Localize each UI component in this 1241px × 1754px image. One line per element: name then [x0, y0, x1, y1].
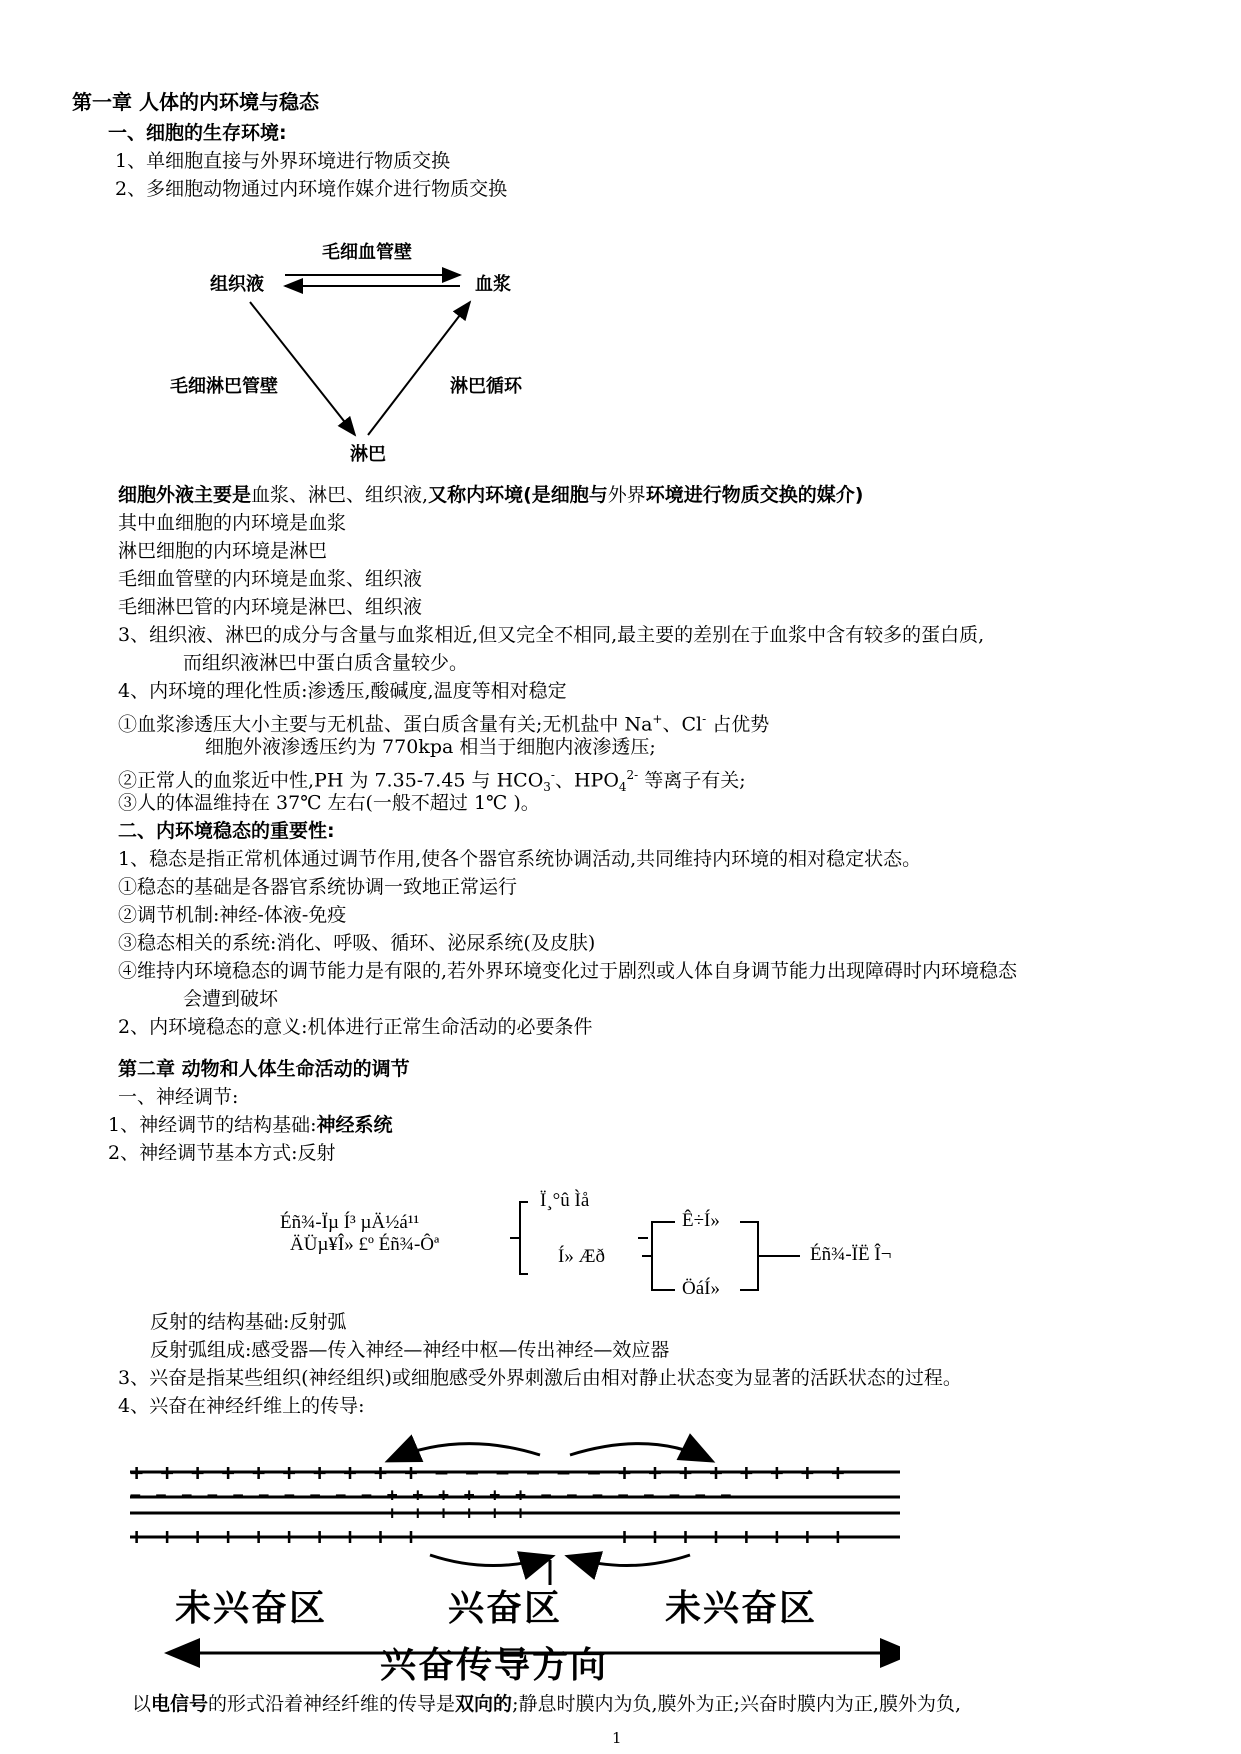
- p2c: 等离子有关;: [638, 769, 746, 792]
- p3: ③人的体温维持在 37℃ 左右(一般不超过 1℃ )。: [118, 792, 540, 814]
- charge-row-inner-top: − − − − − − − − − − + + + + + + − − − − − − − −: [130, 1485, 734, 1506]
- diagram-lymph-circulation: 淋巴循环: [450, 376, 522, 397]
- item2: 2、多细胞动物通过内环境作媒介进行物质交换: [115, 178, 508, 200]
- ch2-section1: 一、神经调节:: [118, 1086, 239, 1108]
- p1b: 、Cl: [662, 713, 703, 736]
- bracket-mid-shape: [652, 1222, 660, 1290]
- env2: 淋巴细胞的内环境是淋巴: [118, 540, 328, 562]
- p1: [118, 707, 769, 736]
- last-a: 以: [132, 1693, 152, 1715]
- p2-sub: 3: [543, 780, 551, 795]
- arrow-up-right: [368, 302, 470, 435]
- s2-d2: 会遭到破坏: [183, 988, 279, 1010]
- item3a: 3、组织液、淋巴的成分与含量与血浆相近,但又完全不相同,最主要的差别在于血浆中含有较多的蛋白质,: [118, 624, 985, 646]
- garbled-top: Ï¸°û Ìå: [540, 1190, 590, 1211]
- charge-row-outer-top: + + + + + + + + + + − − − − − − + + + + + + + +: [130, 1461, 847, 1486]
- chapter2-title: 第二章 动物和人体生命活动的调节: [118, 1058, 410, 1080]
- ecf-line: [118, 483, 863, 507]
- diagram-tissue-fluid: 组织液: [210, 274, 264, 295]
- env3: 毛细血管壁的内环境是血浆、组织液: [118, 568, 423, 590]
- current-arrow-bottom-right: [570, 1555, 690, 1566]
- item1: 1、单细胞直接与外界环境进行物质交换: [115, 150, 451, 172]
- charge-row-outer-bottom: + + + + + + + + + + − − − − − − + + + + + + + +: [130, 1525, 847, 1550]
- section2-heading: 二、内环境稳态的重要性:: [118, 820, 335, 842]
- n1b: 神经系统: [316, 1114, 393, 1136]
- garbled-mid: Í» Æð: [558, 1246, 605, 1267]
- diagram-lymph-capillary-wall: 毛细淋巴管壁: [170, 376, 278, 397]
- neuron-structure-diagram: [270, 1182, 930, 1302]
- garbled-right: Éñ¾-ÏË Î¬: [810, 1244, 892, 1265]
- label-excited: 兴奋区: [448, 1588, 563, 1629]
- diagram-plasma: 血浆: [475, 274, 511, 295]
- bracket-left: [520, 1202, 528, 1274]
- page-number: 1: [612, 1729, 622, 1747]
- s2-c: ③稳态相关的系统:消化、呼吸、循环、泌尿系统(及皮肤): [118, 932, 596, 954]
- section1-heading: 一、细胞的生存环境:: [108, 122, 287, 144]
- ecf-d: 外界: [607, 484, 646, 506]
- env4: 毛细淋巴管的内环境是淋巴、组织液: [118, 596, 423, 618]
- ecf-c: 又称内环境(是细胞与: [428, 484, 608, 506]
- p2b: 、HPO: [554, 769, 619, 792]
- diagram-lymph: 淋巴: [350, 444, 386, 465]
- charge-row-inner-bottom: − − − − − − − − − − + + + + + + − − − − − − − −: [130, 1503, 734, 1524]
- label-unexcited-right: 未兴奋区: [665, 1588, 818, 1629]
- chapter1-title: 第一章 人体的内环境与稳态: [72, 90, 319, 114]
- s2-a: ①稳态的基础是各器官系统协调一致地正常运行: [118, 876, 518, 898]
- ecf-b: 血浆、淋巴、组织液,: [251, 484, 429, 506]
- last-d: 双向的: [455, 1693, 513, 1715]
- p1a: ①血浆渗透压大小主要与无机盐、蛋白质含量有关;无机盐中 Na: [118, 713, 653, 736]
- env1: 其中血细胞的内环境是血浆: [118, 512, 347, 534]
- n3: 3、兴奋是指某些组织(神经组织)或细胞感受外界刺激后由相对静止状态变为显著的活跃状态的过程。: [118, 1367, 962, 1389]
- s2-2: 2、内环境稳态的意义:机体进行正常生命活动的必要条件: [118, 1016, 593, 1038]
- s2-d1: ④维持内环境稳态的调节能力是有限的,若外界环境变化过于剧烈或人体自身调节能力出现障碍时内环境稳态: [118, 960, 1018, 982]
- p2-sup2: 2-: [626, 768, 639, 782]
- n1a: 1、神经调节的结构基础:: [108, 1114, 317, 1136]
- item4: 4、内环境的理化性质:渗透压,酸碱度,温度等相对稳定: [118, 680, 567, 702]
- ecf-a: 细胞外液主要是: [118, 484, 252, 506]
- ecf-e: 环境进行物质交换的媒介): [645, 484, 864, 506]
- last-b: 电信号: [151, 1693, 209, 1715]
- last-e: ;静息时膜内为负,膜外为正;兴奋时膜内为正,膜外为负,: [512, 1693, 961, 1715]
- garbled-down: ÖáÍ»: [682, 1278, 720, 1299]
- item3b: 而组织液淋巴中蛋白质含量较少。: [183, 652, 469, 674]
- garbled-left1: Éñ¾-Ïµ Í³ µÄ½á¹¹: [280, 1212, 420, 1233]
- s2-b: ②调节机制:神经-体液-免疫: [118, 904, 347, 926]
- current-arrow-top-right: [570, 1444, 710, 1460]
- p2a: ②正常人的血浆近中性,PH 为 7.35-7.45 与 HCO: [118, 769, 544, 792]
- n2: 2、神经调节基本方式:反射: [108, 1142, 336, 1164]
- arc1: 反射的结构基础:反射弧: [150, 1311, 347, 1333]
- p1-sup2: -: [702, 712, 707, 726]
- p2-sub2: 4: [618, 780, 627, 795]
- current-arrow-bottom-left: [430, 1555, 550, 1566]
- garbled-left2: ÄÜµ¥Î» £º Éñ¾-Ôª: [290, 1234, 440, 1255]
- label-unexcited-left: 未兴奋区: [175, 1588, 328, 1629]
- p2-sup: -: [550, 768, 555, 782]
- label-direction: 兴奋传导方向: [380, 1645, 609, 1686]
- last-line: [132, 1692, 961, 1716]
- nerve-fiber-diagram: [130, 1425, 900, 1686]
- current-arrow-top-left: [390, 1444, 540, 1460]
- arrow-down-left: [250, 302, 355, 435]
- last-c: 的形式沿着神经纤维的传导是: [208, 1693, 456, 1715]
- p1-sup1: +: [652, 712, 663, 726]
- diagram-capillary-wall: 毛细血管壁: [322, 242, 412, 263]
- n1: [108, 1113, 393, 1137]
- s2-1: 1、稳态是指正常机体通过调节作用,使各个器官系统协调活动,共同维持内环境的相对稳定状态。: [118, 848, 922, 870]
- arc2: 反射弧组成:感受器—传入神经—神经中枢—传出神经—效应器: [150, 1339, 670, 1361]
- fluid-diagram: [150, 230, 550, 470]
- garbled-up: Ê÷Í»: [682, 1210, 720, 1231]
- p1c: 占优势: [706, 713, 770, 736]
- n4: 4、兴奋在神经纤维上的传导:: [118, 1395, 365, 1417]
- bracket-right: [750, 1222, 758, 1290]
- p1d: 细胞外液渗透压约为 770kpa 相当于细胞内液渗透压;: [205, 736, 656, 758]
